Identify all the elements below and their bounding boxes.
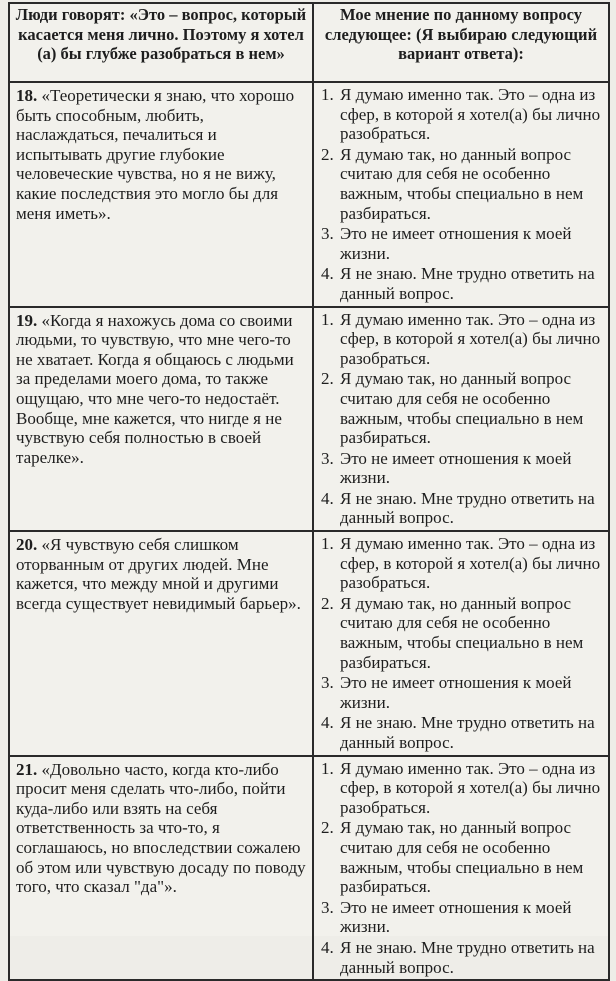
question-number: 21. <box>16 759 38 779</box>
answer-options-cell <box>313 307 609 532</box>
question-row-21 <box>9 756 609 981</box>
question-cell <box>9 82 313 307</box>
question-number: 18. <box>16 86 38 105</box>
answer-options-cell <box>313 756 609 981</box>
answer-option-2[interactable]: 2. Я думаю так, но данный вопрос считаю для себя не особенно важным, чтобы специально в нем разбираться. <box>321 818 584 897</box>
question-row-20 <box>9 531 609 756</box>
answer-option-3[interactable]: 3. Это не имеет отношения к моей жизни. <box>321 897 572 937</box>
answer-option-3[interactable]: 3. Это не имеет отношения к моей жизни. <box>321 224 572 263</box>
header-opinion: Мое мнение по данному вопросу следующее: (Я выбираю следующий вариант ответа): <box>313 3 609 82</box>
answer-option-2[interactable]: 2. Я думаю так, но данный вопрос считаю для себя не особенно важным, чтобы специально в нем разбираться. <box>321 144 584 223</box>
answer-options-cell <box>313 531 609 756</box>
questionnaire-table <box>8 2 610 981</box>
answer-option-1[interactable]: 1. Я думаю именно так. Это – одна из сфер, в которой я хотел(а) бы лично разобраться. <box>321 309 601 368</box>
answer-option-2[interactable]: 2. Я думаю так, но данный вопрос считаю для себя не особенно важным, чтобы специально в нем разбираться. <box>321 369 584 448</box>
answer-option-1[interactable]: 1. Я думаю именно так. Это – одна из сфер, в которой я хотел(а) бы лично разобраться. <box>321 534 601 593</box>
question-row-19 <box>9 307 609 532</box>
question-text: «Я чувствую себя слишком оторванным от других людей. Мне кажется, что между мной и другими всегда существует невидимый барьер». <box>16 535 301 613</box>
question-text: «Когда я нахожусь дома со своими людьми, то чувствую, что мне чего-то не хватает. Когда я общаюсь с людьми за пределами моего дома, то также ощущаю, что мне чего-то недостаёт. Вообще, мне кажется, что нигде я не чувствую себя полностью в своей тарелке». <box>16 310 294 467</box>
answer-option-4[interactable]: 4. Я не знаю. Мне трудно ответить на данный вопрос. <box>321 713 595 752</box>
answer-option-4[interactable]: 4. Я не знаю. Мне трудно ответить на данный вопрос. <box>321 937 595 977</box>
question-number: 20. <box>16 535 38 555</box>
question-cell <box>9 307 313 532</box>
answer-option-3[interactable]: 3. Это не имеет отношения к моей жизни. <box>321 448 572 488</box>
question-cell <box>9 531 313 756</box>
question-cell <box>9 756 313 981</box>
answer-option-1[interactable]: 1. Я думаю именно так. Это – одна из сфер, в которой я хотел(а) бы лично разобраться. <box>321 758 601 817</box>
questionnaire-page <box>8 2 608 977</box>
header-statement: Люди говорят: «Это – вопрос, который касается меня лично. Поэтому я хотел (а) бы глубже разобраться в нем» <box>9 3 313 82</box>
question-row-18 <box>9 82 609 307</box>
answer-option-3[interactable]: 3. Это не имеет отношения к моей жизни. <box>321 673 572 712</box>
answer-option-2[interactable]: 2. Я думаю так, но данный вопрос считаю для себя не особенно важным, чтобы специально в нем разбираться. <box>321 593 584 672</box>
question-text: «Теоретически я знаю, что хорошо быть способным, любить, наслаждаться, печалиться и испытывать другие глубокие человеческие чувства, но я не вижу, какие последствия это могло бы для меня иметь». <box>16 86 295 223</box>
table-header-row <box>9 3 609 82</box>
answer-option-1[interactable]: 1. Я думаю именно так. Это – одна из сфер, в которой я хотел(а) бы лично разобраться. <box>321 85 601 144</box>
answer-option-4[interactable]: 4. Я не знаю. Мне трудно ответить на данный вопрос. <box>321 488 595 528</box>
answer-options-cell <box>313 82 609 307</box>
question-text: «Довольно часто, когда кто-либо просит меня сделать что-либо, пойти куда-либо или взять на себя ответственность за что-то, я соглашаюсь, но впоследствии сожалею об этом или чувствую досаду по поводу того, что сказал "да"». <box>16 759 306 897</box>
question-number: 19. <box>16 310 38 330</box>
answer-option-4[interactable]: 4. Я не знаю. Мне трудно ответить на данный вопрос. <box>321 264 595 303</box>
